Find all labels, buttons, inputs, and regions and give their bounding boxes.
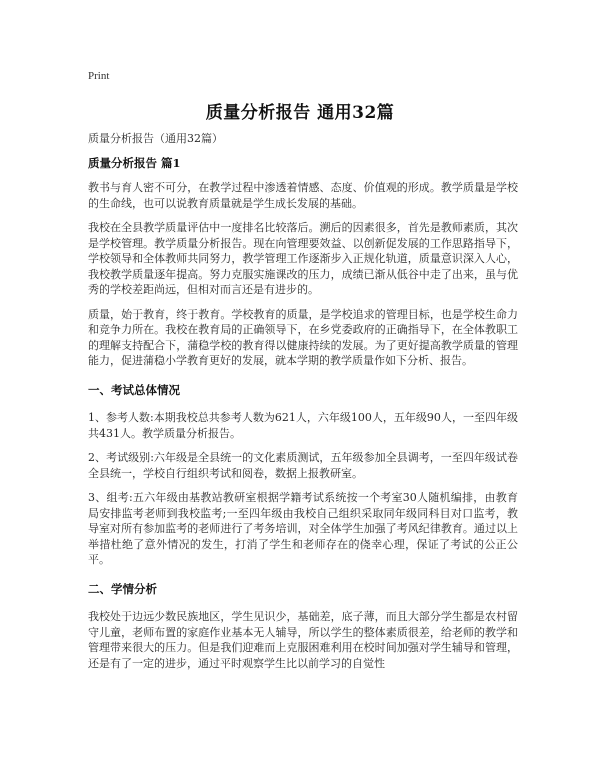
document-body [88, 131, 518, 680]
document-subtitle: 质量分析报告（通用32篇） [88, 132, 223, 145]
intro-paragraph-3: 质量，始于教育，终于教育。学校教育的质量，是学校追求的管理目标，也是学校生命力和竞争力所在。我校在教育局的正确领导下，在乡党委政府的正确指导下，在全体教职工的理解支持配合下，蒲稳学校的教育得以健康持续的发展。为了更好提高教学质量的管理能力，促进蒲稳小学教育更好的发展，就本学期的教学质量作如下分析、报告。 [88, 307, 518, 367]
document-title: 质量分析报告 通用32篇 [205, 103, 395, 123]
student-analysis-paragraph-1: 我校处于边远少数民族地区，学生见识少，基础差，底子薄，而且大部分学生都是农村留守儿童，老师布置的家庭作业基本无人辅导，所以学生的整体素质很差，给老师的教学和管理带来很大的压力。但是我们迎难而上克服困难利用在校时间加强对学生辅导和管理，还是有了一定的进步，通过平时观察学生比以前学习的自觉性 [88, 610, 518, 670]
intro-paragraph-2: 我校在全县教学质量评估中一度排名比较落后。溯后的因素很多，首先是教师素质，其次是学校管理。教学质量分析报告。现在向管理要效益、以创新促发展的工作思路指导下，学校领导和全体教师共同努力，教学管理工作逐渐步入正规化轨道，质量意识深入人心，我校教学质量逐年提高。努力克服实施课改的压力，成绩已渐从低谷中走了出来，虽与优秀的学校差距尚远，但相对而言还是有进步的。 [88, 221, 518, 296]
section-heading-exam-overview: 一、考试总体情况 [88, 382, 180, 397]
exam-paragraph-2: 2、考试级别:六年级是全县统一的文化素质测试，五年级参加全县调考，一至四年级试卷全县统一，学校自行组织考试和阅卷，数据上报教研室。 [88, 451, 518, 480]
article-heading: 质量分析报告 篇1 [88, 155, 181, 170]
intro-paragraph-1: 教书与育人密不可分，在教学过程中渗透着情感、态度、价值观的形成。教学质量是学校的生命线，也可以说教育质量就是学生成长发展的基础。 [88, 181, 518, 210]
print-label: Print [88, 70, 110, 82]
exam-paragraph-1: 1、参考人数:本期我校总共参考人数为621人，六年级100人，五年级90人，一至四年级共431人。教学质量分析报告。 [88, 411, 518, 440]
exam-paragraph-3: 3、组考:五六年级由基教站教研室根据学籍考试系统按一个考室30人随机编排，由教育局安排监考老师到我校监考;一至四年级由我校自己组织采取同年级同科目对口监考，教导室对所有参加监考的老师进行了考务培训，对全体学生加强了考风纪律教育。通过以上举措杜绝了意外情况的发生，打消了学生和老师存在的侥幸心理，保证了考试的公正公平。 [88, 491, 518, 566]
section-heading-student-analysis: 二、学情分析 [88, 581, 157, 596]
